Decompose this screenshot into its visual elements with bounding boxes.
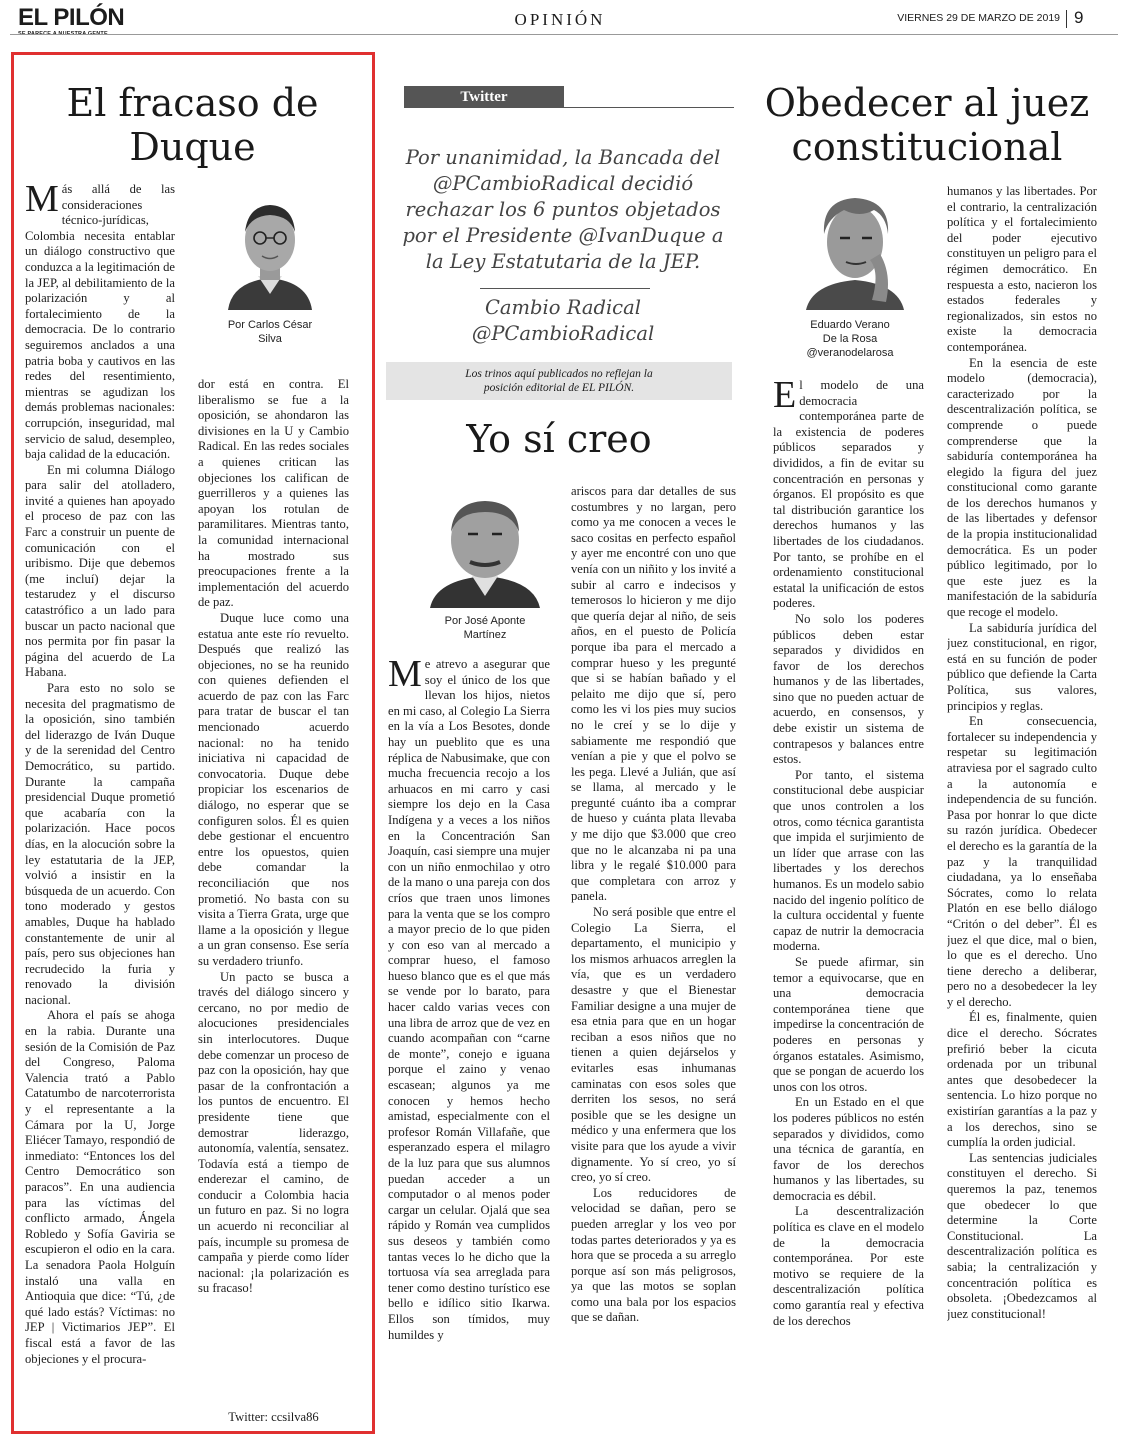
byline-line: De la Rosa — [822, 333, 878, 345]
byline-line: Silva — [258, 333, 282, 345]
byline-silva — [210, 318, 330, 346]
article-paragraph: humanos y las libertades. Por el contrario, la centralización política y el fortalecimiento del poder ejecutivo constituyen un peligro para el régimen democrático. En respuesta a esto, nacieron los estados federales y regionalizados, sin estos no existe la democracia contemporánea. — [947, 184, 1097, 354]
article-paragraph: En un Estado en el que los poderes públicos no estén separados y divididos, como una técnica de garantía, en favor de los derechos humanos y las libertades, su democracia es débil. — [773, 1095, 924, 1203]
page-number: 9 — [1074, 8, 1084, 27]
tweet-author — [398, 295, 728, 347]
paragraph-text: ás allá de las consideraciones técnico-jurídicas, Colombia necesita entablar un diálogo constructivo que conduzca a la legitimación de la JEP, al debilitamiento de la polarización y al fortalecimiento de la democracia. De lo contrario seguiremos anclados a una patria boba y cautivos en las redes del resentimiento, mientras se agudizan los demás problemas nacionales: corrupción, inseguridad, mal servicio de salud, desempleo, baja calidad de la educación. — [25, 182, 175, 462]
article-title-obedecer — [752, 82, 1102, 169]
tweet-author-name: Cambio Radical — [485, 296, 641, 319]
paragraph-text: e atrevo a asegurar que soy el único de los que llevan los hijos, nietos en mi caso, al Colegio La Sierra en la vía a Los Besotes, donde hay un pueblito que es una réplica de Nabusimake, que con mucha frecuencia recojo a los arhuacos en mi carro y casi siempre los dejo en la Casa Indígena y a veces a los niños en la Concentración San Joaquín, casi siempre una mujer con un niño enmochilao y otro de la mano o una pareja con dos críos que traen unos limones para la venta que se los compro a mayor precio de lo que piden y con eso van al mercado a comprar hueso, el famoso hueso blanco que es el que más se vende por lo barato, para hacer caldo varias veces con una libra de arroz que de vez en cuando acompañan con “carne de monte”, conejo e iguana porque el zaino y venao escasean; algunos ya me conocen y hemos hecho amistad, especialmente con el profesor Román Villafañe, que esperanzado espera el milagro de la luz para que sus alumnos puedan acceder a un computador o al menos poder cargar un celular. Ojalá que sea rápido y Román vea cumplidos sus deseos y también como tantas veces lo he dicho que la tortuosa vía sea arreglada para tener como destino turístico ese bello e idílico sitio Ikarwa. Ellos son tímidos, muy humildes y — [388, 657, 550, 1342]
byline-verano — [790, 318, 910, 360]
author-photo-verano — [800, 190, 910, 310]
article-paragraph — [773, 378, 924, 612]
title-line: Duque — [129, 124, 256, 169]
header-rule — [10, 34, 1118, 35]
article-paragraph: La sabiduría jurídica del juez constitucional, en rigor, está en su función de poder público que defiende la Carta Política, sus valores, principios y reglas. — [947, 620, 1097, 713]
author-twitter-handle: Twitter: ccsilva86 — [228, 1410, 319, 1424]
article3-column-b — [947, 184, 1097, 1427]
article-paragraph: Los reducidores de velocidad se dañan, pero se pueden arreglar y los veo por todas partes deteriorados y ya es hora que se proceda a su arreglo porque así son más peligrosos, ya que las motos se soplan como una bala por los espacios que se dañan. — [571, 1185, 736, 1325]
article1-column-a — [25, 182, 175, 1427]
article-paragraph: Él es, finalmente, quien dice el derecho. Sócrates prefirió beber la cicuta ordenada por un tribunal antes que desobedecer la sentencia. Lo hizo porque no existirían garantías a la paz y a los derechos, sino se cumplía la orden judicial. — [947, 1010, 1097, 1150]
author-photo-silva — [220, 190, 320, 310]
article-paragraph — [388, 657, 550, 1343]
tweet-quote: Por unanimidad, la Bancada del @PCambioRadical decidió rechazar los 6 puntos objetados por el Presidente @IvanDuque a la Ley Estatutaria de la JEP. — [402, 146, 724, 273]
twitter-disclaimer — [386, 362, 732, 400]
article2-column-b — [571, 484, 736, 1427]
article-paragraph: En la esencia de este modelo (democracia), caracterizado por la descentralización política, se comprende o puede comprenderse que la sabiduría contemporánea ha elegido la figura del juez constitucional como garante de los derechos humanos y de las libertades y defensor de la propia institucionalidad democrática. Es un poder público legitimado, por lo que este juez es la manifestación de la sabiduría que recoge el modelo. — [947, 355, 1097, 620]
article-paragraph: La descentralización política es clave en el modelo de la democracia contemporánea. Por este motivo se requiere de la descentralización política como garantía real y efectiva de los derechos — [773, 1204, 924, 1328]
section-title: OPINIÓN — [514, 10, 606, 29]
header-divider — [1066, 10, 1067, 28]
article-paragraph: Se puede afirmar, sin temor a equivocarse, que en una democracia contemporánea tiene que impedirse la concentración de poderes en personas y órganos estatales. Asimismo, que se pongan de acuerdo los unos con los otros. — [773, 954, 924, 1094]
article2-column-a — [388, 657, 550, 1427]
title-line: Obedecer al juez — [764, 81, 1090, 125]
masthead — [18, 6, 138, 37]
article-paragraph: En mi columna Diálogo para salir del atolladero, invité a quienes han apoyado el proceso de paz con las Farc a construir un puente de comunicación con el uribismo. Dije que debemos (me incluí) dejar la testarudez y el discurso catastrófico a un lado para buscar un pacto nacional que nos permita por fin pasar la página del acuerdo de La Habana. — [25, 462, 175, 680]
byline-line: Eduardo Verano — [810, 319, 890, 331]
newspaper-logo: EL PILÓN — [18, 4, 125, 31]
drop-cap: M — [25, 182, 59, 220]
article-title-fracaso — [30, 82, 355, 169]
drop-cap: M — [388, 657, 422, 695]
article-paragraph: Para esto no solo se necesita del pragmatismo de la oposición, sino también del liderazgo de Iván Duque y de la serenidad del Centro Democrático, su partido. Durante la campaña presidencial Duque prometió que acabaría con la polarización. Hace pocos días, en la alocución sobre la ley estatutaria de la JEP, volvió a insistir en la búsqueda de un acuerdo. Con tono moderado y gestos amables, Duque ha hablado constantemente de unir al país, pero sus objeciones han recrudecido la furia y renovado la división nacional. — [25, 681, 175, 1007]
article-paragraph: No será posible que entre el Colegio La Sierra, el departamento, el municipio y los mismos arhuacos arreglen la vía, que es un verdadero desastre y que el Bienestar Familiar designe a una mujer de esa etnia para que en un hogar reciban a esos niños que no tienen a quien dejárselos y evitarles esas inhumanas caminatas con esos soles que derriten los sesos, no será posible que se les designe un médico y una enfermera que los visite para que los ayude a vivir dignamente. Yo sí creo, yo sí creo, yo sí creo. — [571, 905, 736, 1185]
byline-aponte — [415, 614, 555, 642]
article-paragraph — [25, 182, 175, 463]
twitter-rule — [562, 107, 734, 108]
article-title-yo-si-creo: Yo sí creo — [466, 417, 652, 461]
article-paragraph: dor está en contra. El liberalismo se fue a la oposición, se ahondaron las divisiones en la U y Cambio Radical. En las redes sociales a quienes critican las objeciones los califican de guerrilleros y a quienes las apoyan los rotulan de paramilitares. Mientras tanto, la comunidad internacional ha mostrado sus preocupaciones frente a la implementación del acuerdo de paz. — [198, 377, 349, 610]
article-paragraph: No solo los poderes públicos deben estar separados y divididos en favor de los derechos humanos y de las libertades, sino que no pueden actuar de acuerdo, en consensos, y debe existir un sistema de contrapesos y balances entre estos. — [773, 611, 924, 767]
article-paragraph: Ahora el país se ahoga en la rabia. Durante una sesión de la Comisión de Paz del Congreso, Paloma Valencia trató a Pablo Catatumbo de narcoterrorista y el representante a la Cámara por la U, Jorge Eliécer Tamayo, respondió de inmediato: “Entonces los del Centro Democrático son paracos”. En una audiencia para las víctimas del conflicto armado, Ángela Robledo y Sofía Gaviria se escupieron el odio en la cara. La senadora Paola Holguín instaló una valla en Antioquia que dice: “Tú, ¿de qué lado estás? Víctimas: no JEP | Victimarios JEP”. El fiscal está a favor de las objeciones y el procura- — [25, 1008, 175, 1366]
article-paragraph: Las sentencias judiciales constituyen el derecho. Si queremos la paz, tenemos que obedecer lo que determine la Corte Constitucional. La descentralización política es sabia; la centralización y concentración política es obsoleta. ¡Obedezcamos al juez constitucional! — [947, 1150, 1097, 1321]
byline-line: Martínez — [463, 629, 507, 641]
disclaimer-line: posición editorial de EL PILÓN. — [483, 382, 635, 394]
byline-line: Por José Aponte — [444, 615, 526, 627]
article-paragraph: Duque luce como una estatua ante este río revuelto. Después que realizó las objeciones, no se ha reunido con quienes defienden el acuerdo de paz con las Farc para tratar de buscar el tan mencionado acuerdo nacional: no ha tenido iniciativa ni capacidad de convocatoria. Duque debe propiciar los escenarios de diálogo, no esperar que se configuren solos. Él es quien debe gestionar el encuentro entre los opuestos, quien debe comandar la reconciliación que nos prometió. No basta con su visita a Tierra Grata, urge que llame a la oposición y llegue a un gran consenso. Ese sería su verdadero triunfo. — [198, 610, 349, 968]
twitter-label: Twitter — [404, 86, 564, 108]
tweet-author-handle: @PCambioRadical — [471, 322, 655, 345]
tweet-separator — [480, 288, 650, 289]
article1-column-b — [198, 377, 349, 1407]
issue-date: VIERNES 29 DE MARZO DE 2019 — [897, 12, 1060, 24]
author-twitter-handle: @veranodelarosa — [806, 347, 894, 359]
paragraph-text: l modelo de una democracia contemporánea parte de la existencia de poderes públicos separados y divididos, a fin de evitar su concentración en personas y órganos. El propósito es que tal distribución garantice los derechos humanos y las libertades de los ciudadanos. Por tanto, se prohíbe en el ordenamiento constitucional estatal la unificación de estos poderes. — [773, 378, 924, 611]
article-paragraph: ariscos para dar detalles de sus costumbres y no largan, pero como ya me conocen a veces le saco cositas en perfecto español y ayer me encontré con uno que venía con un niñito y los invité a subir al carro e indecisos y temerosos lo hicieron y me dijo que quería dejar al niño, de seis años, en el puesto de Policía porque iba para el mercado a comprar hueso y les pregunté que si se habían bañado y el pelaito me dijo que sí, pero como les vi los pies muy sucios no le creí y se lo dije y sabiamente me respondió que venían a pie y que el polvo se les pega. Llevé a Julián, que así se llama, al mercado y le pregunté cuánto iba a comprar de hueso y cuánta plata llevaba y me dijo que $3.000 que creo que no le alcanzaba ni pa una libra y le regalé $10.000 para que completara con arroz y panela. — [571, 484, 736, 904]
disclaimer-line: Los trinos aquí publicados no reflejan la — [465, 368, 653, 380]
title-line: constitucional — [791, 124, 1063, 169]
byline-line: Por Carlos César — [227, 319, 313, 331]
article-paragraph: Un pacto se busca a través del diálogo sincero y cercano, no por medio de alocuciones presidenciales sin interlocutores. Duque debe comenzar un proceso de paz con la oposición, hay que pasar de la confrontación a los puntos de encuentro. El presidente tiene que demostrar liderazgo, autonomía, valentía, sensatez. Todavía está a tiempo de enderezar el camino, de conducir a Colombia hacia un futuro en paz. Si no logra un acuerdo ni reconciliar al país, incumple su promesa de campaña y pierde como líder nacional: ¡la polarización es su fracaso! — [198, 969, 349, 1296]
author-photo-aponte — [420, 488, 550, 608]
article-paragraph: En consecuencia, fortalecer su independencia y respetar su legitimación atraviesa por el sagrado culto a la autonomía e independencia de su función. Pasa por honrar lo que dicte su razón jurídica. Obedecer el derecho es la garantía de la paz y la tranquilidad ciudadana, ya lo enseñaba Sócrates, como lo relata Platón en ese bello diálogo “Critón o del deber”. Él es juez el que dice, mal o bien, lo que es el derecho. Uno tiene derecho a deliberar, pero no a desobedecer la ley y el derecho. — [947, 714, 1097, 1009]
title-line: El fracaso de — [66, 81, 319, 125]
drop-cap: E — [773, 378, 797, 416]
article3-column-a — [773, 378, 924, 1427]
article-paragraph: Por tanto, el sistema constitucional debe auspiciar que unos controlen a los otros, como técnica garantista que impida el surjimiento de un líder que arrase con las libertades y los derechos humanos. Es un modelo sabio nacido del ingenio político de la cultura occidental y fuente capaz de nutrir la democracia moderna. — [773, 767, 924, 954]
